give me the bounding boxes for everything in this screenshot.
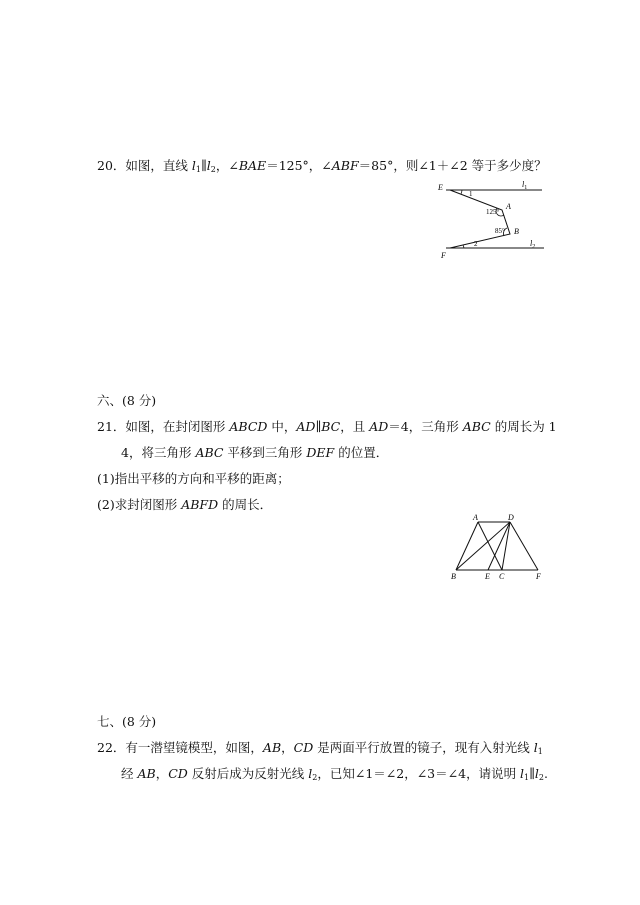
label-E: E xyxy=(485,572,490,581)
section-6-heading: 六、(8 分) xyxy=(97,393,157,408)
q20-text: 20．如图，直线 $l_1\parallel l_2$，∠BAE＝125°，∠ABF＝85°，则∠1＋∠2 等于多少度？ xyxy=(97,158,547,174)
label-F: F xyxy=(441,251,446,260)
label-l1: $l_1$ xyxy=(522,180,528,191)
segment-AC xyxy=(478,522,502,570)
segment-DE xyxy=(488,522,510,570)
q22-text-line2: 经 AB，CD 反射后成为反射光线 $l_2$，已知∠1＝∠2，∠3＝∠4，请说明 $l_1\parallel l_2$. xyxy=(121,766,548,782)
label-A: A xyxy=(473,513,478,522)
q21-text-line1: 21．如图，在封闭图形 ABCD 中，AD∥BC，且 AD＝4，三角形 ABC 的周长为 1 xyxy=(97,419,557,434)
q21-number: 21． xyxy=(97,419,126,434)
q21-figure xyxy=(446,510,550,584)
label-C: C xyxy=(499,572,505,581)
q21-text-line2: 4，将三角形 ABC 平移到三角形 DEF 的位置． xyxy=(121,445,389,460)
label-85: 85° xyxy=(495,227,505,235)
label-angle-2: 2 xyxy=(474,240,478,248)
label-A: A xyxy=(506,202,511,211)
label-125: 125° xyxy=(486,208,500,216)
segment-DF xyxy=(510,522,538,570)
zigzag-path xyxy=(450,190,510,248)
label-D: D xyxy=(508,513,514,522)
label-l2: $l_2$ xyxy=(530,239,536,250)
segment-DB xyxy=(456,522,510,570)
label-B: B xyxy=(514,227,519,236)
q21-part-1: (1)指出平移的方向和平移的距离； xyxy=(97,471,290,486)
label-F: F xyxy=(536,572,541,581)
q20-number: 20． xyxy=(97,158,126,173)
q22-number: 22． xyxy=(97,740,126,755)
segment-DC xyxy=(502,522,510,570)
label-E: E xyxy=(438,183,443,192)
label-B: B xyxy=(451,572,456,581)
q20-figure xyxy=(430,176,550,260)
label-angle-1: 1 xyxy=(469,190,473,198)
angle-1-arc xyxy=(461,190,462,194)
q22-text-line1: 22．有一潜望镜模型，如图，AB，CD 是两面平行放置的镜子，现有入射光线 $l_1$ xyxy=(97,740,543,756)
section-7-heading: 七、(8 分) xyxy=(97,714,157,729)
segment-AB xyxy=(456,522,478,570)
q21-part-2: (2)求封闭图形 ABFD 的周长． xyxy=(97,497,273,512)
